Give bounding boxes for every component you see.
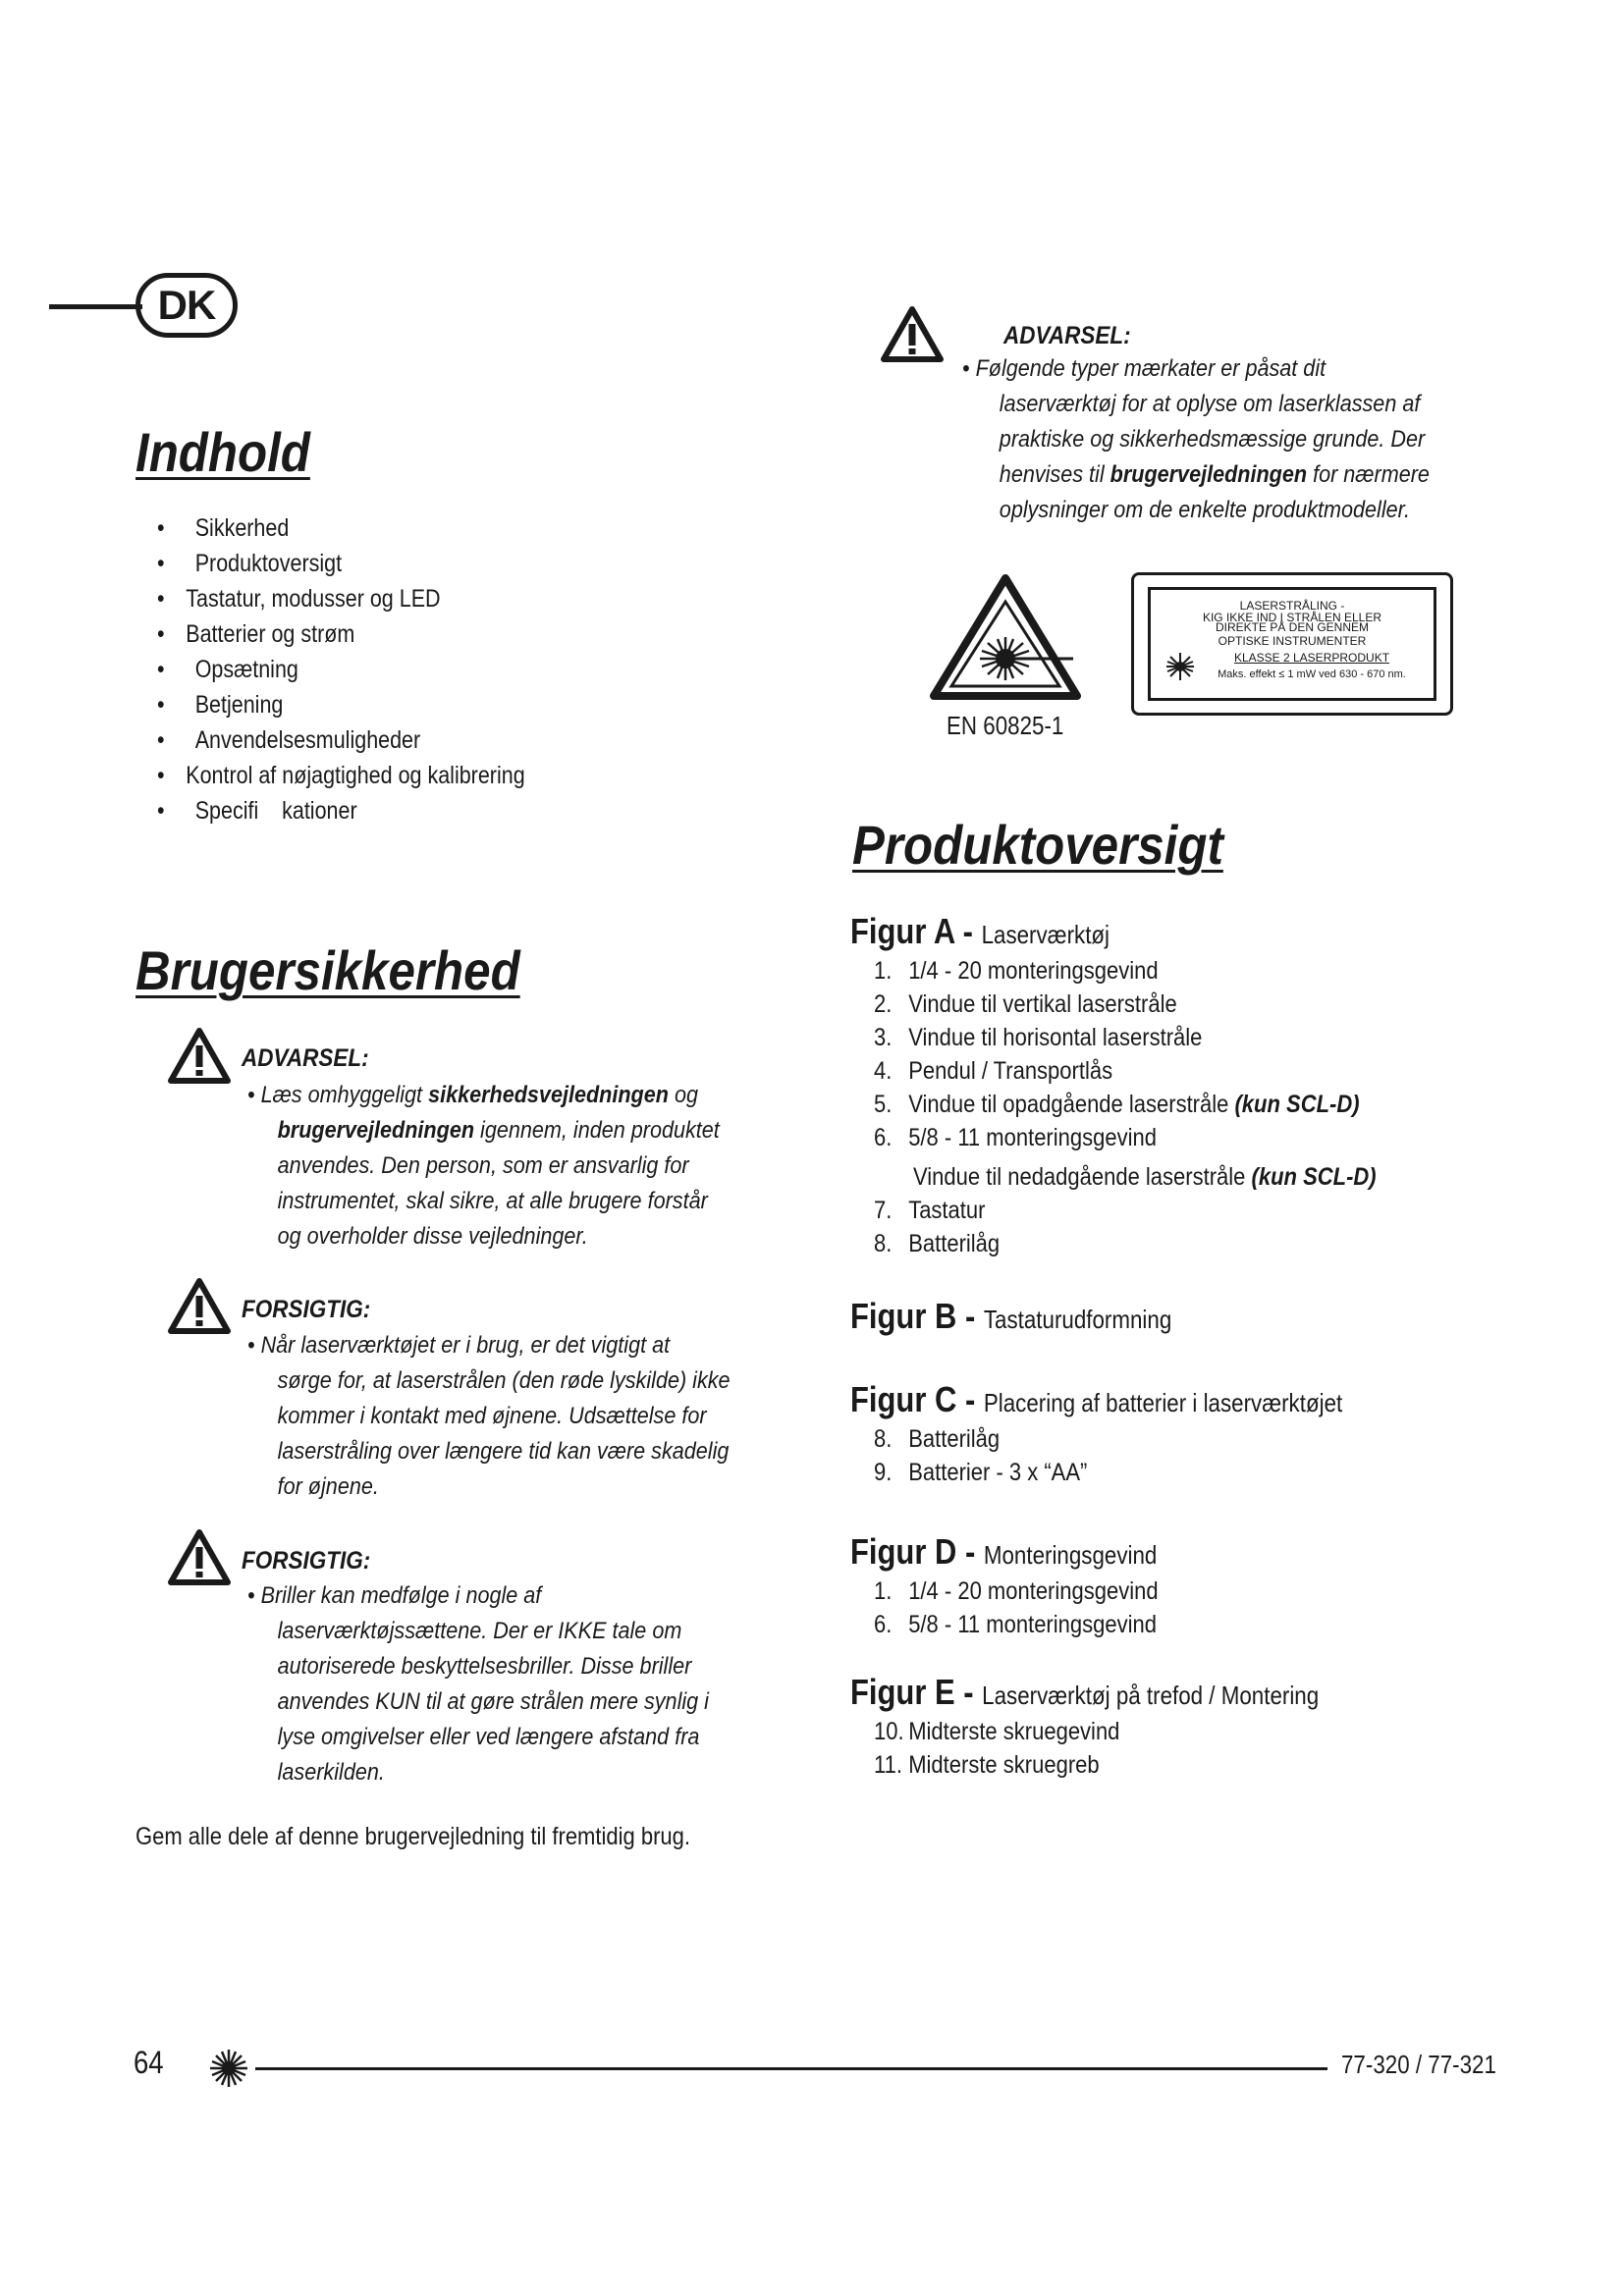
figure-item-number: 11. bbox=[874, 1751, 902, 1779]
warning-text: og overholder disse vejledninger. bbox=[277, 1223, 588, 1250]
warning-line bbox=[962, 493, 1430, 528]
warning-text: for nærmere bbox=[1307, 461, 1430, 488]
figure-label: Figur D - bbox=[850, 1531, 984, 1572]
product-overview-title: Produktoversigt bbox=[852, 814, 1223, 876]
figure-item-number: 6. bbox=[874, 1124, 893, 1151]
figure-item-text: Pendul / Transportlås bbox=[908, 1057, 1113, 1085]
figure-caption: Tastaturudformning bbox=[983, 1305, 1172, 1334]
figure-caption: Monteringsgevind bbox=[983, 1540, 1158, 1570]
warning-emphasis: brugervejledningen bbox=[1110, 461, 1308, 488]
warning-text: anvendes. Den person, som er ansvarlig for bbox=[277, 1152, 689, 1179]
warning-line bbox=[247, 1649, 709, 1684]
figure-title bbox=[850, 911, 1110, 952]
warning-line bbox=[247, 1113, 720, 1148]
figure-caption: Placering af batterier i laserværktøjet bbox=[983, 1388, 1343, 1417]
figure-item-text: 5/8 - 11 monteringsgevind bbox=[908, 1124, 1157, 1151]
laser-label-line: LASERSTRÅLING - bbox=[1239, 599, 1345, 613]
figure-item-number: 1. bbox=[874, 1577, 893, 1605]
warning-line bbox=[247, 1684, 709, 1720]
language-line bbox=[49, 304, 142, 309]
warning-line bbox=[247, 1219, 720, 1255]
figure-label: Figur A - bbox=[850, 911, 982, 951]
warning-icon bbox=[167, 1276, 232, 1335]
warning-text: henvises til bbox=[999, 461, 1110, 488]
figure-item-note: (kun SCL-D) bbox=[1234, 1091, 1360, 1118]
warning-text: autoriserede beskyttelsesbriller. Disse briller bbox=[277, 1653, 692, 1680]
warning-line bbox=[962, 457, 1430, 493]
toc-item-label: Kontrol af nøjagtighed og kalibrering bbox=[186, 762, 525, 789]
figure-item-text: 1/4 - 20 monteringsgevind bbox=[908, 1577, 1159, 1605]
warning-text: Når laserværktøjet er i brug, er det vigtigt at bbox=[260, 1332, 671, 1359]
figure-caption: Laserværktøj bbox=[981, 920, 1110, 949]
warning-body bbox=[962, 351, 1430, 528]
bullet: • bbox=[962, 355, 976, 382]
figure-item bbox=[874, 954, 1159, 988]
figure-item bbox=[874, 1121, 1157, 1154]
figure-item bbox=[874, 1227, 1000, 1260]
figure-item-number: 2. bbox=[874, 990, 893, 1018]
warning-body bbox=[247, 1578, 709, 1790]
figure-item-number: 9. bbox=[874, 1459, 893, 1486]
figure-item bbox=[874, 1748, 1100, 1782]
figure-item-text: Vindue til nedadgående laserstråle bbox=[913, 1163, 1252, 1191]
figure-item bbox=[913, 1160, 1377, 1194]
warning-text: instrumentet, skal sikre, at alle brugere forstår bbox=[277, 1188, 708, 1214]
warning-title: ADVARSEL: bbox=[1003, 322, 1131, 349]
figure-item-number: 7. bbox=[874, 1197, 893, 1224]
figure-item-number: 8. bbox=[874, 1425, 893, 1453]
laser-class-label bbox=[1131, 572, 1453, 716]
warning-body bbox=[247, 1328, 731, 1505]
figure-item-text: Batterier - 3 x “AA” bbox=[908, 1459, 1088, 1486]
figure-item bbox=[874, 1575, 1159, 1608]
warning-text: anvendes KUN til at gøre strålen mere synlig i bbox=[277, 1688, 709, 1715]
warning-text: igennem, inden produktet bbox=[474, 1117, 720, 1144]
figure-title bbox=[850, 1672, 1319, 1713]
footer-rule bbox=[255, 2067, 1327, 2070]
warning-line bbox=[247, 1184, 720, 1219]
language-badge: DK bbox=[135, 273, 238, 338]
warning-icon bbox=[167, 1026, 232, 1085]
figure-item-text: Batterilåg bbox=[908, 1425, 1001, 1453]
model-number: 77-320 / 77-321 bbox=[1341, 2050, 1496, 2079]
laser-hazard-icon bbox=[928, 572, 1083, 702]
bullet: • bbox=[157, 691, 165, 719]
laser-label-inner bbox=[1148, 587, 1436, 701]
figure-item bbox=[874, 1608, 1157, 1641]
figure-label: Figur B - bbox=[850, 1296, 984, 1336]
warning-line bbox=[247, 1469, 731, 1505]
warning-emphasis: sikkerhedsvejledningen bbox=[428, 1082, 669, 1108]
warning-line bbox=[962, 387, 1430, 422]
laser-starburst-icon bbox=[1164, 651, 1196, 682]
toc-item-label: Produktoversigt bbox=[194, 550, 343, 577]
warning-title: ADVARSEL: bbox=[242, 1044, 369, 1072]
warning-emphasis: brugervejledningen bbox=[277, 1117, 475, 1144]
toc-item-label: Sikkerhed bbox=[194, 514, 290, 542]
figure-title bbox=[850, 1379, 1342, 1420]
figure-item-text: Batterilåg bbox=[908, 1230, 1001, 1257]
figure-item bbox=[874, 1715, 1119, 1748]
warning-text: for øjnene. bbox=[277, 1473, 379, 1500]
warning-text: laserstråling over længere tid kan være skadelig bbox=[277, 1438, 730, 1465]
warning-icon bbox=[167, 1527, 232, 1586]
warning-text: Læs omhyggeligt bbox=[260, 1082, 429, 1108]
warning-line bbox=[247, 1148, 720, 1184]
warning-text: laserværktøj for at oplyse om laserklassen af bbox=[999, 391, 1421, 417]
bullet: • bbox=[157, 656, 165, 683]
warning-text: laserværktøjssættene. Der er IKKE tale om bbox=[277, 1618, 682, 1644]
toc-item-label: Betjening bbox=[194, 691, 284, 719]
bullet: • bbox=[157, 620, 165, 648]
bullet: • bbox=[157, 797, 165, 825]
figure-item-number: 1. bbox=[874, 957, 893, 985]
laser-standard-label: EN 60825-1 bbox=[947, 711, 1064, 740]
figure-title bbox=[850, 1531, 1157, 1573]
bullet: • bbox=[157, 550, 165, 577]
figure-item bbox=[874, 1194, 985, 1227]
safety-title: Brugersikkerhed bbox=[135, 939, 520, 1001]
toc-item-label: Batterier og strøm bbox=[186, 620, 355, 648]
warning-text: Briller kan medfølge i nogle af bbox=[260, 1582, 542, 1609]
figure-item-number: 5. bbox=[874, 1091, 893, 1118]
laser-label-line: KIG IKKE IND I STRÅLEN ELLER bbox=[1202, 611, 1382, 624]
figure-item bbox=[874, 1021, 1202, 1054]
warning-icon bbox=[880, 304, 945, 363]
warning-line bbox=[247, 1078, 720, 1113]
figure-caption: Laserværktøj på trefod / Montering bbox=[982, 1681, 1320, 1710]
bullet: • bbox=[157, 585, 165, 613]
figure-item-number: 8. bbox=[874, 1230, 893, 1257]
bullet: • bbox=[157, 726, 165, 754]
warning-text: Følgende typer mærkater er påsat dit bbox=[975, 355, 1326, 382]
figure-item-text: Tastatur bbox=[908, 1197, 986, 1224]
warning-line bbox=[247, 1434, 731, 1469]
figure-item-text: 1/4 - 20 monteringsgevind bbox=[908, 957, 1159, 985]
figure-item-number: 6. bbox=[874, 1611, 893, 1638]
warning-line bbox=[247, 1399, 731, 1434]
warning-text: oplysninger om de enkelte produktmodeller. bbox=[999, 497, 1411, 523]
warning-text: sørge for, at laserstrålen (den røde lyskilde) ikke bbox=[277, 1367, 731, 1394]
warning-line bbox=[247, 1755, 709, 1790]
figure-title bbox=[850, 1296, 1171, 1337]
warning-line bbox=[962, 351, 1430, 387]
laser-starburst-icon bbox=[208, 2048, 249, 2089]
figure-item bbox=[874, 1054, 1112, 1088]
warning-line bbox=[247, 1578, 709, 1614]
figure-item bbox=[874, 1422, 1000, 1456]
figure-item bbox=[874, 988, 1177, 1021]
toc-item-label: Tastatur, modusser og LED bbox=[186, 585, 441, 613]
figure-item-text: Midterste skruegreb bbox=[908, 1751, 1100, 1779]
page-number: 64 bbox=[134, 2045, 164, 2080]
warning-text: laserkilden. bbox=[277, 1759, 385, 1786]
toc-item-label: Anvendelsesmuligheder bbox=[194, 726, 421, 754]
warning-text: praktiske og sikkerhedsmæssige grunde. Der bbox=[999, 426, 1426, 453]
figure-item-text: Vindue til opadgående laserstråle bbox=[908, 1091, 1235, 1118]
warning-line bbox=[247, 1720, 709, 1755]
safety-footnote: Gem alle dele af denne brugervejledning til fremtidig brug. bbox=[135, 1823, 691, 1850]
warning-title: FORSIGTIG: bbox=[242, 1547, 371, 1575]
bullet: • bbox=[247, 1582, 261, 1609]
warning-line bbox=[247, 1614, 709, 1649]
toc-title: Indhold bbox=[135, 421, 310, 483]
figure-item-text: Vindue til vertikal laserstråle bbox=[908, 990, 1177, 1018]
figure-item-number: 4. bbox=[874, 1057, 893, 1085]
figure-item-note: (kun SCL-D) bbox=[1251, 1163, 1377, 1191]
laser-label-line: OPTISKE INSTRUMENTER bbox=[1218, 634, 1367, 648]
warning-line bbox=[247, 1363, 731, 1399]
toc-item-label: Opsætning bbox=[194, 656, 298, 683]
bullet: • bbox=[157, 514, 165, 542]
figure-item-text: Vindue til horisontal laserstråle bbox=[908, 1024, 1203, 1051]
figure-item bbox=[874, 1088, 1360, 1121]
warning-line bbox=[247, 1328, 731, 1363]
warning-line bbox=[962, 422, 1430, 457]
figure-label: Figur E - bbox=[850, 1672, 983, 1712]
figure-item-text: 5/8 - 11 monteringsgevind bbox=[908, 1611, 1157, 1638]
laser-label-class: KLASSE 2 LASERPRODUKT bbox=[1233, 651, 1390, 665]
figure-item-number: 3. bbox=[874, 1024, 893, 1051]
laser-label-power: Maks. effekt ≤ 1 mW ved 630 - 670 nm. bbox=[1218, 668, 1406, 680]
figure-label: Figur C - bbox=[850, 1379, 984, 1419]
warning-text: og bbox=[668, 1082, 698, 1108]
figure-item bbox=[874, 1456, 1087, 1489]
laser-label-line: DIREKTE PÅ DEN GENNEM bbox=[1215, 620, 1370, 634]
warning-title: FORSIGTIG: bbox=[242, 1296, 371, 1323]
bullet: • bbox=[247, 1332, 261, 1359]
warning-text: kommer i kontakt med øjnene. Udsættelse for bbox=[277, 1403, 707, 1429]
bullet: • bbox=[247, 1082, 261, 1108]
toc-item-label: Specifi kationer bbox=[194, 797, 357, 825]
bullet: • bbox=[157, 762, 165, 789]
warning-text: lyse omgivelser eller ved længere afstand fra bbox=[277, 1724, 700, 1750]
figure-item-number: 10. bbox=[874, 1718, 904, 1745]
figure-item-text: Midterste skruegevind bbox=[908, 1718, 1120, 1745]
warning-body bbox=[247, 1078, 720, 1255]
